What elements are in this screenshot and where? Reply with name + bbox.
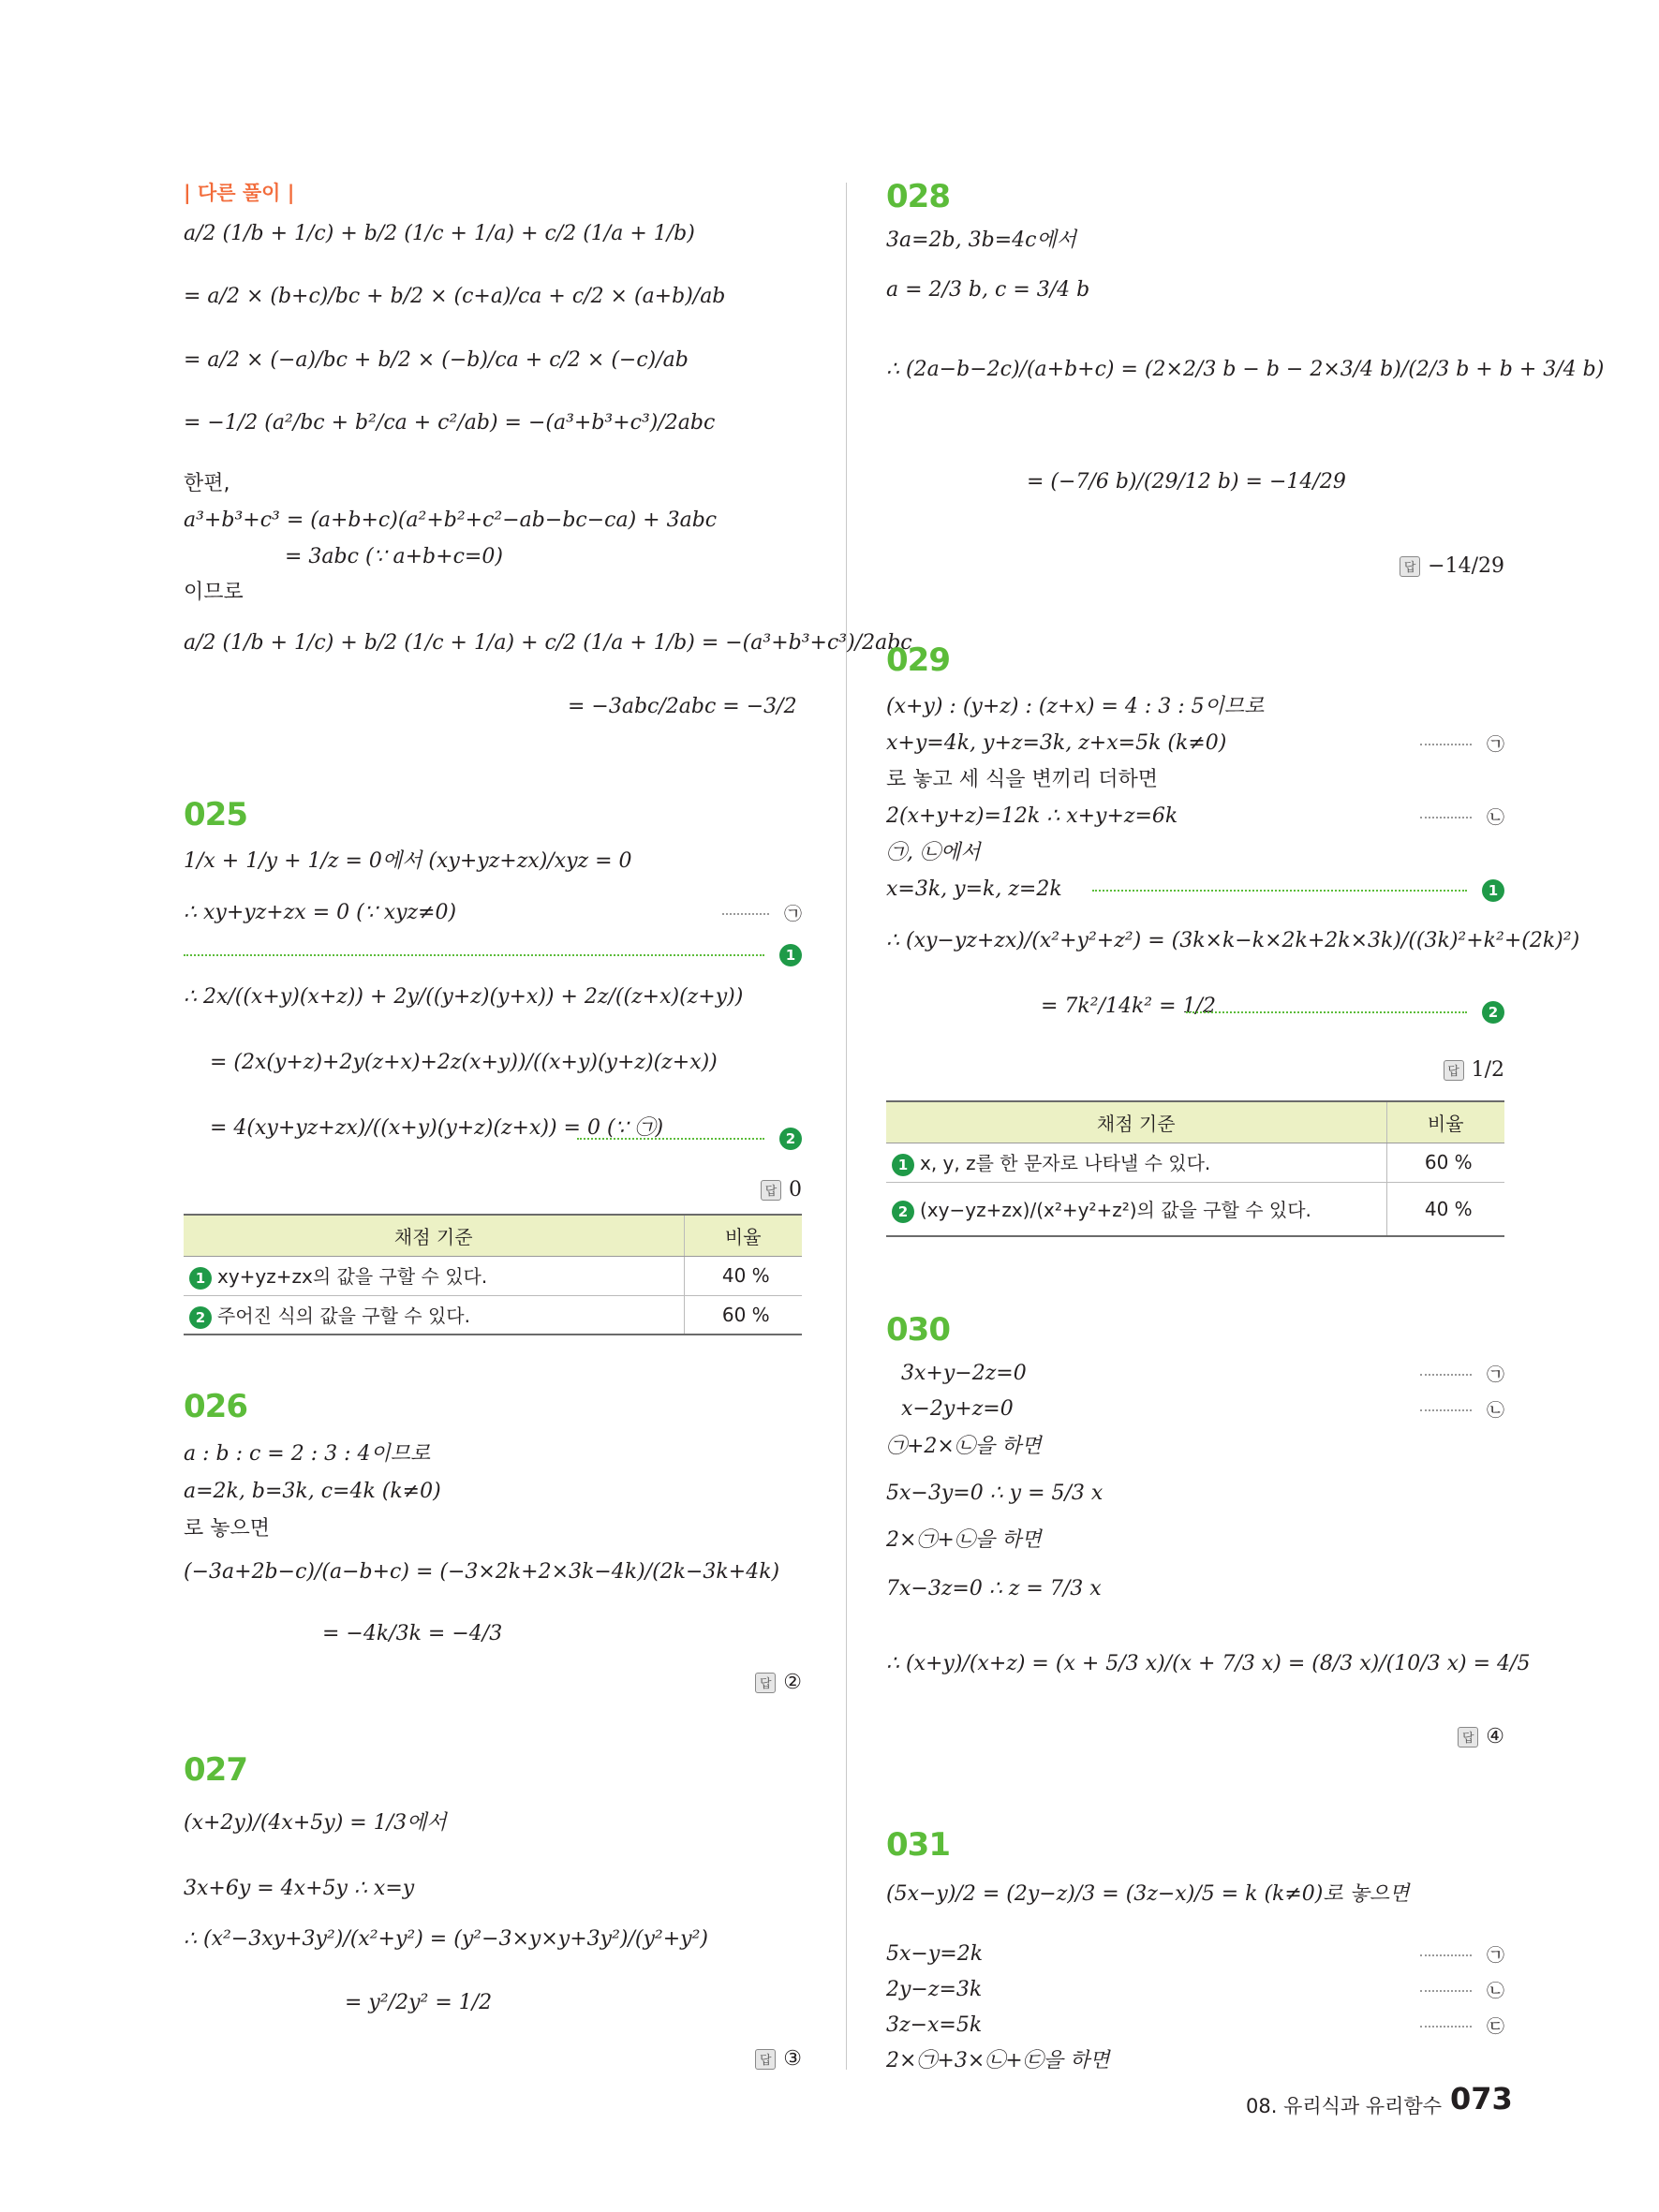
solution-line: = 7k²/14k² = 1/2 (1041, 995, 1216, 1018)
criterion-text: x, y, z를 한 문자로 나타낼 수 있다. (920, 1152, 1211, 1175)
answer-value: 1/2 (1471, 1058, 1504, 1082)
answer (755, 1671, 802, 1694)
answer-icon: 답 (1444, 1060, 1464, 1081)
answer-value: −14/29 (1428, 554, 1504, 578)
solution-line: = (−7/6 b)/(29/12 b) = −14/29 (1027, 470, 1346, 494)
answer-icon: 답 (755, 2049, 776, 2070)
answer (761, 1178, 802, 1202)
solution-line: (x+2y)/(4x+5y) = 1/3에서 (184, 1811, 447, 1835)
table-row (886, 1182, 1504, 1236)
criterion-text: 주어진 식의 값을 구할 수 있다. (217, 1305, 470, 1327)
leader-dots (1420, 1954, 1472, 1956)
solution-line: x=3k, y=k, z=2k (886, 877, 1062, 901)
problem-number: 027 (184, 1751, 247, 1789)
criterion-text: (xy−yz+zx)/(x²+y²+z²)의 값을 구할 수 있다. (920, 1199, 1311, 1221)
marker-circled: ㉠ (1486, 734, 1504, 755)
solution-line: (−3a+2b−c)/(a−b+c) = (−3×2k+2×3k−4k)/(2k−3k+4k) (184, 1560, 780, 1584)
solution-line: 로 놓으면 (184, 1517, 271, 1541)
table-row (184, 1256, 802, 1295)
answer (1444, 1058, 1504, 1082)
ratio-cell: 60 % (684, 1295, 802, 1335)
ratio-cell: 40 % (1386, 1182, 1504, 1236)
answer (755, 2047, 802, 2071)
step-badge: 2 (189, 1306, 212, 1329)
solution-line: ∴ (x²−3xy+3y²)/(x²+y²) = (y²−3×y×y+3y²)/(y²+y²) (184, 1927, 708, 1951)
step-badge: 2 (1482, 1001, 1504, 1024)
answer-icon: 답 (755, 1673, 776, 1693)
scoring-table (184, 1214, 802, 1335)
marker-circled: ㉡ (1486, 807, 1504, 828)
solution-line: = 4(xy+yz+zx)/((x+y)(y+z)(z+x)) = 0 (∵ ㉠) (210, 1116, 664, 1140)
answer-value: ③ (783, 2047, 802, 2071)
table-row (184, 1295, 802, 1335)
alt-line: a³+b³+c³ = (a+b+c)(a²+b²+c²−ab−bc−ca) + 3abc (184, 509, 718, 532)
solution-line: 2(x+y+z)=12k ∴ x+y+z=6k (886, 804, 1178, 828)
step-dots (1186, 1011, 1467, 1013)
leader-dots (1420, 1990, 1472, 1992)
solution-line: x−2y+z=0 (901, 1397, 1014, 1421)
solution-line: 2×㉠+3×㉡+㉢을 하면 (886, 2049, 1110, 2072)
problem-number: 031 (886, 1826, 950, 1864)
solution-line: 2×㉠+㉡을 하면 (886, 1528, 1042, 1552)
problem-number: 026 (184, 1388, 247, 1425)
solution-line: 3a=2b, 3b=4c에서 (886, 229, 1076, 252)
marker-circled: ㉢ (1486, 2016, 1504, 2037)
solution-line: 3z−x=5k (886, 2013, 983, 2037)
solution-line: = −4k/3k = −4/3 (322, 1622, 503, 1645)
solution-line: ㉠+2×㉡을 하면 (886, 1435, 1042, 1458)
marker-circled: ㉠ (1486, 1945, 1504, 1966)
solution-line: 3x+y−2z=0 (901, 1362, 1027, 1385)
page-number: 073 (1450, 2081, 1513, 2116)
alt-line: a/2 (1/b + 1/c) + b/2 (1/c + 1/a) + c/2 (1/a + 1/b) (184, 222, 695, 245)
answer (1458, 1725, 1504, 1748)
answer (1400, 554, 1504, 578)
solution-line: 1/x + 1/y + 1/z = 0에서 (xy+yz+zx)/xyz = 0 (184, 849, 632, 873)
answer-icon: 답 (1458, 1727, 1478, 1747)
answer-icon: 답 (761, 1180, 781, 1201)
table-row (886, 1143, 1504, 1182)
alt-line: 한편, (184, 472, 230, 495)
marker-circled: ㉠ (783, 904, 802, 924)
marker-circled: ㉡ (1486, 1400, 1504, 1421)
step-dots (1092, 890, 1467, 892)
step-badge: 1 (1482, 879, 1504, 902)
marker-circled: ㉡ (1486, 1981, 1504, 2001)
alt-line: = a/2 × (−a)/bc + b/2 × (−b)/ca + c/2 × (−c)/ab (184, 348, 689, 372)
scoring-header: 채점 기준 (886, 1101, 1386, 1143)
scoring-header: 채점 기준 (184, 1215, 684, 1256)
ratio-cell: 60 % (1386, 1143, 1504, 1182)
leader-dots (1420, 1409, 1472, 1411)
alt-solution-heading: | 다른 풀이 | (184, 182, 295, 204)
alt-line: = 3abc (∵ a+b+c=0) (285, 545, 503, 568)
solution-line: a : b : c = 2 : 3 : 4이므로 (184, 1442, 431, 1466)
answer-value: ④ (1486, 1725, 1504, 1748)
step-dots (184, 954, 764, 956)
leader-dots (1420, 1374, 1472, 1376)
solution-line: ∴ (x+y)/(x+z) = (x + 5/3 x)/(x + 7/3 x) = (8/3 x)/(10/3 x) = 4/5 (886, 1652, 1531, 1675)
answer-icon: 답 (1400, 556, 1420, 577)
solution-line: ∴ (2a−b−2c)/(a+b+c) = (2×2/3 b − b − 2×3/4 b)/(2/3 b + b + 3/4 b) (886, 358, 1605, 381)
solution-line: 5x−3y=0 ∴ y = 5/3 x (886, 1482, 1104, 1505)
problem-number: 029 (886, 641, 950, 679)
ratio-header: 비율 (1386, 1101, 1504, 1143)
column-divider (846, 183, 847, 2070)
scoring-table (886, 1100, 1504, 1237)
solution-line: ∴ (xy−yz+zx)/(x²+y²+z²) = (3k×k−k×2k+2k×3k)/((3k)²+k²+(2k)²) (886, 929, 1580, 952)
solution-line: 3x+6y = 4x+5y ∴ x=y (184, 1877, 415, 1900)
leader-dots (1420, 817, 1472, 818)
leader-dots (722, 913, 769, 915)
solution-line: 로 놓고 세 식을 변끼리 더하면 (886, 768, 1158, 791)
solution-line: x+y=4k, y+z=3k, z+x=5k (k≠0) (886, 731, 1227, 755)
problem-number: 025 (184, 796, 247, 833)
step-badge: 2 (779, 1128, 802, 1150)
leader-dots (1420, 2026, 1472, 2028)
alt-line: = −1/2 (a²/bc + b²/ca + c²/ab) = −(a³+b³+c³)/2abc (184, 411, 716, 435)
alt-line: = a/2 × (b+c)/bc + b/2 × (c+a)/ca + c/2 × (a+b)/ab (184, 285, 726, 308)
solution-line: ∴ 2x/((x+y)(x+z)) + 2y/((y+z)(y+x)) + 2z/((z+x)(z+y)) (184, 985, 744, 1009)
answer-value: 0 (789, 1178, 802, 1202)
solution-line: 7x−3z=0 ∴ z = 7/3 x (886, 1577, 1102, 1600)
solution-line: = y²/2y² = 1/2 (345, 1991, 493, 2014)
solution-line: 5x−y=2k (886, 1942, 984, 1966)
step-badge: 1 (892, 1154, 914, 1176)
step-badge: 1 (189, 1267, 212, 1290)
solution-line: = (2x(y+z)+2y(z+x)+2z(x+y))/((x+y)(y+z)(z+x)) (210, 1051, 718, 1074)
answer-value: ② (783, 1671, 802, 1694)
solution-line: ㉠, ㉡에서 (886, 841, 981, 864)
ratio-header: 비율 (684, 1215, 802, 1256)
solution-line: (5x−y)/2 = (2y−z)/3 = (3z−x)/5 = k (k≠0)로 놓으면 (886, 1882, 1410, 1906)
chapter-title: 08. 유리식과 유리함수 (1246, 2095, 1443, 2117)
alt-line: a/2 (1/b + 1/c) + b/2 (1/c + 1/a) + c/2 (1/a + 1/b) = −(a³+b³+c³)/2abc (184, 631, 912, 655)
alt-line: = −3abc/2abc = −3/2 (568, 695, 797, 718)
alt-line: 이므로 (184, 581, 244, 604)
solution-line: ∴ xy+yz+zx = 0 (∵ xyz≠0) (184, 901, 457, 924)
solution-line: a=2k, b=3k, c=4k (k≠0) (184, 1480, 441, 1503)
step-badge: 2 (892, 1201, 914, 1223)
step-dots (577, 1138, 764, 1140)
marker-circled: ㉠ (1486, 1364, 1504, 1385)
problem-number: 030 (886, 1311, 950, 1349)
solution-line: a = 2/3 b, c = 3/4 b (886, 278, 1090, 302)
solution-line: (x+y) : (y+z) : (z+x) = 4 : 3 : 5이므로 (886, 695, 1265, 718)
step-badge: 1 (779, 944, 802, 966)
solution-line: 2y−z=3k (886, 1978, 983, 2001)
ratio-cell: 40 % (684, 1256, 802, 1295)
criterion-text: xy+yz+zx의 값을 구할 수 있다. (217, 1265, 488, 1289)
problem-number: 028 (886, 178, 950, 215)
leader-dots (1420, 744, 1472, 745)
